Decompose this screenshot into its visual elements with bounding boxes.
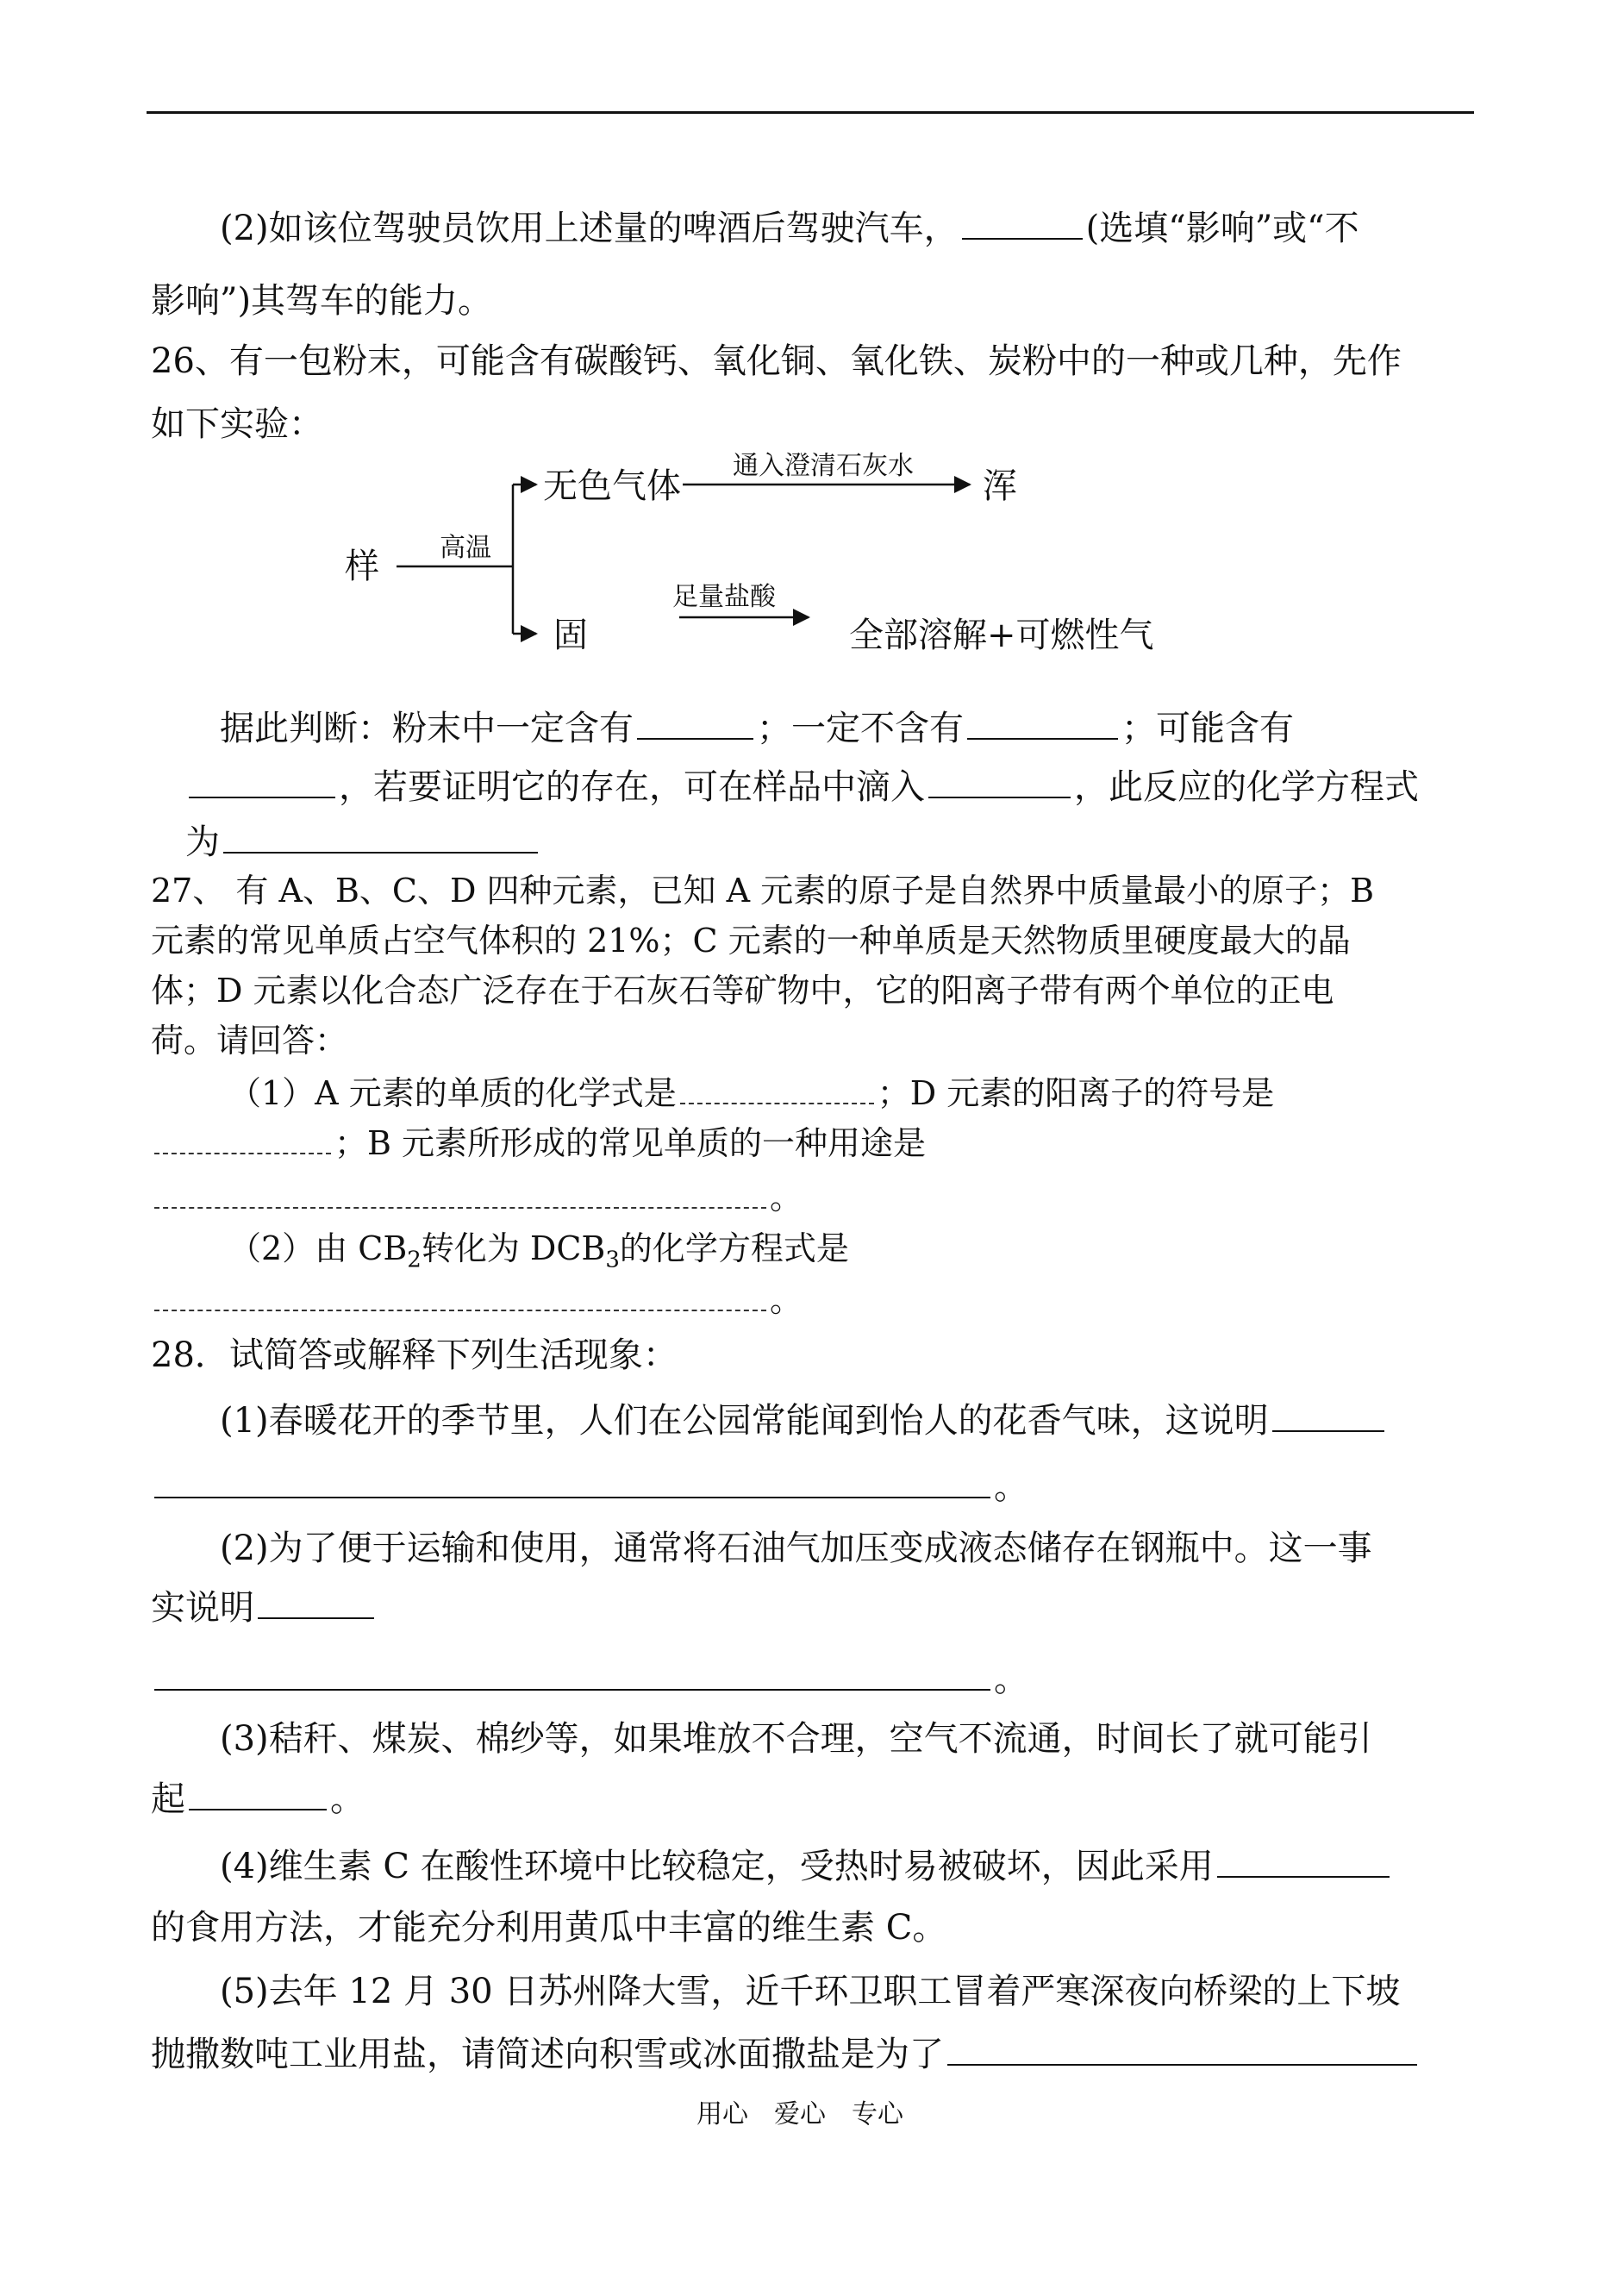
q26-judge-line1: 据此判断：粉末中一定含有 ；一定不含有 ；可能含有 [220,709,1294,748]
q28-s1-line2: 。 [151,1466,1028,1508]
experiment-flow-diagram [328,448,1207,655]
answer-blank[interactable] [962,207,1083,240]
answer-blank[interactable] [637,707,753,740]
solid-label: 固 [553,616,588,655]
gas-label: 无色气体 [543,466,681,506]
q27-line2: 元素的常见单质占空气体积的 21%；C 元素的一种单质是天然物质里硬度最大的晶 [151,922,1351,960]
q27-line1: 27、 有 A、B、C、D 四种元素，已知 A 元素的原子是自然界中质量最小的原子；B [151,872,1375,910]
q28-s2-line3: 。 [151,1658,1028,1700]
q26-judge-line3: 为 [185,821,541,863]
answer-blank[interactable] [154,1123,331,1154]
answer-blank[interactable] [947,2033,1417,2066]
q27-line4: 荷。请回答： [151,1022,348,1060]
sample-label: 样 [345,547,379,586]
answer-blank[interactable] [258,1586,374,1619]
answer-blank[interactable] [928,766,1071,798]
q28-s3-line2: 起 。 [151,1779,365,1819]
q27-line3: 体；D 元素以化合态广泛存在于石灰石等矿物中，它的阳离子带有两个单位的正电 [151,972,1334,1010]
solid-arrow-label: 足量盐酸 [672,582,776,612]
q28-s4-line2: 的食用方法，才能充分利用黄瓜中丰富的维生素 C。 [151,1908,947,1948]
q25-part2-line2: 影响”)其驾车的能力。 [151,281,493,321]
q27-part1-line2: ；B 元素所形成的常见单质的一种用途是 [151,1123,926,1163]
answer-blank[interactable] [223,821,538,854]
answer-blank[interactable] [967,707,1118,740]
q25-part2-line1: (2)如该位驾驶员饮用上述量的啤酒后驾驶汽车， (选填“影响”或“不 [220,209,1359,248]
q26-stem-line1: 26、有一包粉末，可能含有碳酸钙、氧化铜、氧化铁、炭粉中的一种或几种，先作 [151,341,1402,381]
q27-part2-line1: （2）由 $CB_2$转化为 $DCB_3$的化学方程式是 [228,1229,849,1273]
heat-condition-label: 高温 [440,533,491,563]
answer-blank[interactable] [189,1778,327,1810]
page-footer: 用心 爱心 专心 [696,2099,903,2129]
gas-result-label: 浑 [983,466,1017,506]
q28-s4-line1: (4)维生素 C 在酸性环境中比较稳定，受热时易被破坏，因此采用 [220,1845,1393,1887]
q28-s2-line2: 实说明 [151,1586,378,1629]
q27-part1-line1: （1）A 元素的单质的化学式是 ；D 元素的阳离子的符号是 [228,1074,1275,1112]
q28-s3-line1: (3)秸秆、煤炭、棉纱等，如果堆放不合理，空气不流通，时间长了就可能引 [220,1719,1372,1759]
q28-stem: 28．试简答或解释下列生活现象： [151,1335,678,1375]
answer-blank[interactable] [1217,1845,1390,1878]
answer-blank[interactable] [680,1073,874,1104]
answer-blank[interactable] [1272,1399,1384,1432]
answer-blank[interactable] [154,1658,990,1691]
answer-blank[interactable] [154,1178,766,1209]
q27-part1-line3: 。 [151,1178,803,1217]
header-rule [147,111,1474,114]
q26-judge-line2: ，若要证明它的存在，可在样品中滴入 ，此反应的化学方程式 [185,766,1419,808]
answer-blank[interactable] [154,1280,766,1311]
q26-stem-line2: 如下实验： [151,404,323,444]
q28-s1-line1: (1)春暖花开的季节里，人们在公园常能闻到怡人的花香气味，这说明 [220,1399,1388,1441]
q28-s5-line2: 抛撒数吨工业用盐，请简述向积雪或冰面撒盐是为了 [151,2033,1421,2075]
q28-s2-line1: (2)为了便于运输和使用，通常将石油气加压变成液态储存在钢瓶中。这一事 [220,1529,1372,1568]
answer-blank[interactable] [154,1466,990,1498]
q27-part2-line2: 。 [151,1280,803,1320]
solid-result-label: 全部溶解+可燃性气 [849,616,1154,655]
answer-blank[interactable] [189,766,335,798]
q28-s5-line1: (5)去年 12 月 30 日苏州降大雪，近千环卫职工冒着严寒深夜向桥梁的上下坡 [220,1972,1401,2011]
gas-arrow-label: 通入澄清石灰水 [733,451,914,481]
